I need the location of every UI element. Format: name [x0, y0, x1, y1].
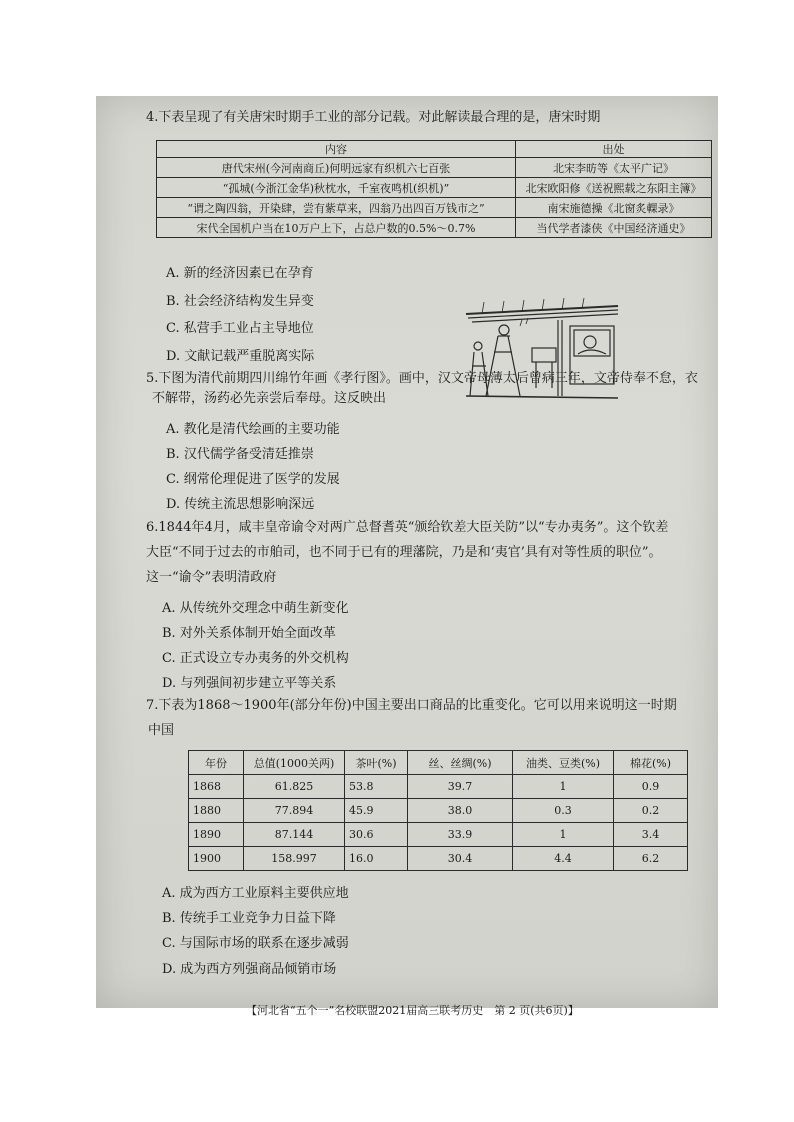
q7-cell: 0.2: [614, 799, 688, 823]
q6-line1: 6.1844年4月，咸丰皇帝谕令对两广总督耆英“颁给钦差大臣关防”以“专办夷务”。这个钦差: [146, 520, 669, 535]
q4-header-source: 出处: [516, 141, 712, 158]
q7-cell: 16.0: [345, 847, 408, 871]
q7-cell: 77.894: [244, 799, 345, 823]
painting-svg: [462, 296, 622, 406]
q7-cell: 1900: [189, 847, 244, 871]
q4-option-a[interactable]: A. 新的经济因素已在孕育: [166, 266, 314, 281]
q7-cell: 39.7: [408, 775, 513, 799]
q4-stem: 4.下表呈现了有关唐宋时期手工业的部分记载。对此解读最合理的是，唐宋时期: [146, 110, 601, 125]
q7-option-b[interactable]: B. 传统手工业竞争力日益下降: [162, 911, 336, 926]
q4-cell: 宋代全国机户当在10万户上下，占总户数的0.5%～0.7%: [157, 218, 516, 238]
table-row: [189, 775, 688, 799]
q5-option-d[interactable]: D. 传统主流思想影响深远: [166, 497, 315, 512]
q4-cell: 当代学者漆侠《中国经济通史》: [516, 218, 712, 238]
page-footer: 【河北省“五个一”名校联盟2021届高三联考历史 第 2 页(共6页)】: [246, 1004, 579, 1017]
q7-cell: 38.0: [408, 799, 513, 823]
q7-cell: 30.4: [408, 847, 513, 871]
q4-cell: “谓之陶四翁，开染肆，尝有紫草来，四翁乃出四百万钱市之”: [157, 198, 516, 218]
q7-cell: 87.144: [244, 823, 345, 847]
q7-cell: 158.997: [244, 847, 345, 871]
table-row: [157, 158, 712, 178]
q7-line2: 中国: [148, 723, 175, 738]
q7-cell: 0.3: [513, 799, 614, 823]
q4-option-b[interactable]: B. 社会经济结构发生异变: [166, 294, 314, 309]
q7-option-c[interactable]: C. 与国际市场的联系在逐步减弱: [162, 936, 349, 951]
table-row: [157, 178, 712, 198]
q7-table: [188, 750, 688, 871]
q7-cell: 30.6: [345, 823, 408, 847]
table-row: [157, 198, 712, 218]
q5-option-b[interactable]: B. 汉代儒学备受清廷推崇: [166, 447, 314, 462]
q7-header: 茶叶(%): [345, 751, 408, 775]
q4-header-content: 内容: [157, 141, 516, 158]
q7-cell: 61.825: [244, 775, 345, 799]
q7-option-d[interactable]: D. 成为西方列强商品倾销市场: [162, 962, 337, 977]
q7-cell: 1: [513, 775, 614, 799]
q6-option-c[interactable]: C. 正式设立专办夷务的外交机构: [162, 651, 349, 666]
q7-cell: 4.4: [513, 847, 614, 871]
q7-cell: 45.9: [345, 799, 408, 823]
q7-cell: 0.9: [614, 775, 688, 799]
q5-option-a[interactable]: A. 教化是清代绘画的主要功能: [166, 422, 340, 437]
q6-line2: 大臣“不同于过去的市舶司，也不同于已有的理藩院，乃是和‘夷官’具有对等性质的职位”。: [146, 545, 662, 560]
q7-header: 棉花(%): [614, 751, 688, 775]
q7-cell: 53.8: [345, 775, 408, 799]
table-row: [189, 847, 688, 871]
q7-cell: 6.2: [614, 847, 688, 871]
q7-cell: 33.9: [408, 823, 513, 847]
q7-header: 油类、豆类(%): [513, 751, 614, 775]
q7-option-a[interactable]: A. 成为西方工业原料主要供应地: [162, 886, 349, 901]
q7-cell: 1: [513, 823, 614, 847]
q7-cell: 3.4: [614, 823, 688, 847]
q7-header: 丝、丝绸(%): [408, 751, 513, 775]
q6-option-d[interactable]: D. 与列强间初步建立平等关系: [162, 676, 337, 691]
q4-cell: 唐代宋州(今河南商丘)何明远家有织机六七百张: [157, 158, 516, 178]
q7-header: 总值(1000关两): [244, 751, 345, 775]
q4-cell: 北宋欧阳修《送祝熙载之东阳主簿》: [516, 178, 712, 198]
table-row: [157, 218, 712, 238]
table-row: [189, 823, 688, 847]
q7-header: 年份: [189, 751, 244, 775]
q6-option-a[interactable]: A. 从传统外交理念中萌生新变化: [162, 601, 349, 616]
q7-cell: 1890: [189, 823, 244, 847]
q7-line1: 7.下表为1868～1900年(部分年份)中国主要出口商品的比重变化。它可以用来说明这一时期: [146, 698, 677, 713]
q4-cell: 南宋施德操《北窗炙輠录》: [516, 198, 712, 218]
q7-cell: 1880: [189, 799, 244, 823]
q5-line2: 不解带，汤药必先亲尝后奉母。这反映出: [152, 391, 387, 406]
q4-cell: “孤城(今浙江金华)秋枕水，千室夜鸣机(织机)”: [157, 178, 516, 198]
table-row: [189, 799, 688, 823]
q4-cell: 北宋李昉等《太平广记》: [516, 158, 712, 178]
q5-option-c[interactable]: C. 纲常伦理促进了医学的发展: [166, 472, 340, 487]
q4-option-d[interactable]: D. 文献记载严重脱离实际: [166, 349, 315, 364]
q4-table: [156, 140, 712, 238]
q4-option-c[interactable]: C. 私营手工业占主导地位: [166, 321, 314, 336]
q6-option-b[interactable]: B. 对外关系体制开始全面改革: [162, 626, 336, 641]
q6-line3: 这一“谕令”表明清政府: [146, 570, 277, 585]
filial-piety-painting: [462, 296, 622, 406]
q5-line1: 5.下图为清代前期四川绵竹年画《孝行图》。画中，汉文帝母薄太后曾病三年，文帝侍奉不怠，衣: [146, 371, 698, 386]
q7-cell: 1868: [189, 775, 244, 799]
